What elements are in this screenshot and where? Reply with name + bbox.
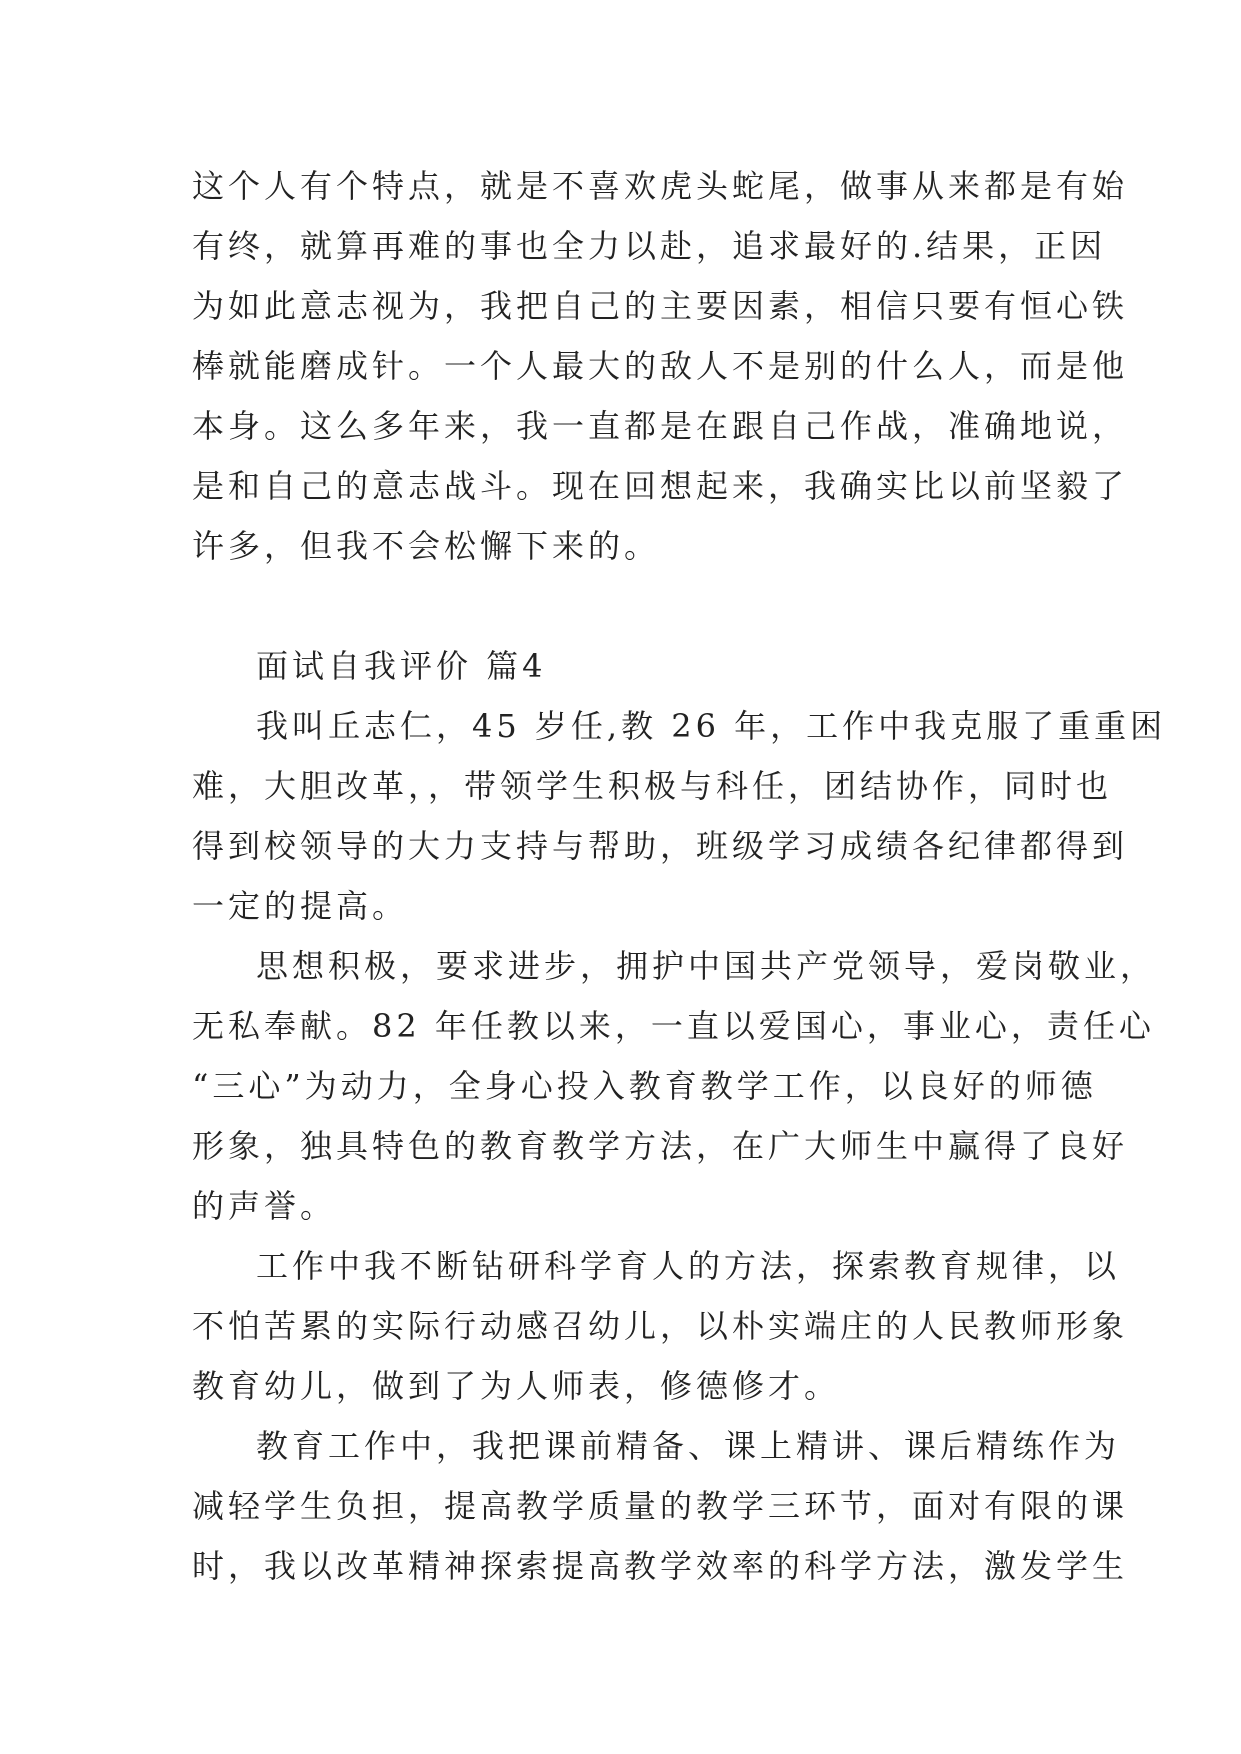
- text-line: 难，大胆改革，，带领学生积极与科任，团结协作，同时也: [192, 767, 1113, 805]
- section-heading: 面试自我评价 篇4: [256, 647, 547, 685]
- text-line: “三心”为动力，全身心投入教育教学工作，以良好的师德: [192, 1067, 1097, 1105]
- text-line: 工作中我不断钻研科学育人的方法，探索教育规律，以: [256, 1247, 1121, 1285]
- paragraph-intro: [192, 156, 1129, 576]
- text-line: 这个人有个特点，就是不喜欢虎头蛇尾，做事从来都是有始: [192, 167, 1129, 205]
- text-line: 形象，独具特色的教育教学方法，在广大师生中赢得了良好: [192, 1127, 1129, 1165]
- text-line: 我叫丘志仁，45 岁任,教 26 年，工作中我克服了重重困: [256, 707, 1167, 745]
- text-line: 得到校领导的大力支持与帮助，班级学习成绩各纪律都得到: [192, 827, 1129, 865]
- text-line: 不怕苦累的实际行动感召幼儿，以朴实端庄的人民教师形象: [192, 1307, 1129, 1345]
- text-line: 是和自己的意志战斗。现在回想起来，我确实比以前坚毅了: [192, 467, 1129, 505]
- paragraph-2: [192, 936, 1157, 1236]
- text-line: 有终，就算再难的事也全力以赴，追求最好的.结果，正因: [192, 227, 1107, 265]
- text-line: 棒就能磨成针。一个人最大的敌人不是别的什么人，而是他: [192, 347, 1129, 385]
- text-line: 无私奉献。82 年任教以来，一直以爱国心，事业心，责任心: [192, 1007, 1155, 1045]
- text-line: 教育幼儿，做到了为人师表，修德修才。: [192, 1367, 841, 1405]
- document-body: [192, 156, 1167, 1596]
- text-line: 时，我以改革精神探索提高教学效率的科学方法，激发学生: [192, 1547, 1129, 1585]
- text-line: 思想积极，要求进步，拥护中国共产党领导，爱岗敬业，: [256, 947, 1157, 985]
- text-line: 教育工作中，我把课前精备、课上精讲、课后精练作为: [256, 1427, 1121, 1465]
- paragraph-1: [192, 696, 1167, 936]
- text-line: 许多，但我不会松懈下来的。: [192, 527, 661, 565]
- paragraph-3: [192, 1236, 1129, 1416]
- text-line: 为如此意志视为，我把自己的主要因素，相信只要有恒心铁: [192, 287, 1129, 325]
- text-line: 的声誉。: [192, 1187, 337, 1225]
- section-spacer: [192, 576, 1052, 636]
- text-line: 一定的提高。: [192, 887, 409, 925]
- text-line: 本身。这么多年来，我一直都是在跟自己作战，准确地说，: [192, 407, 1129, 445]
- text-line: 减轻学生负担，提高教学质量的教学三环节，面对有限的课: [192, 1487, 1129, 1525]
- paragraph-4: [192, 1416, 1129, 1596]
